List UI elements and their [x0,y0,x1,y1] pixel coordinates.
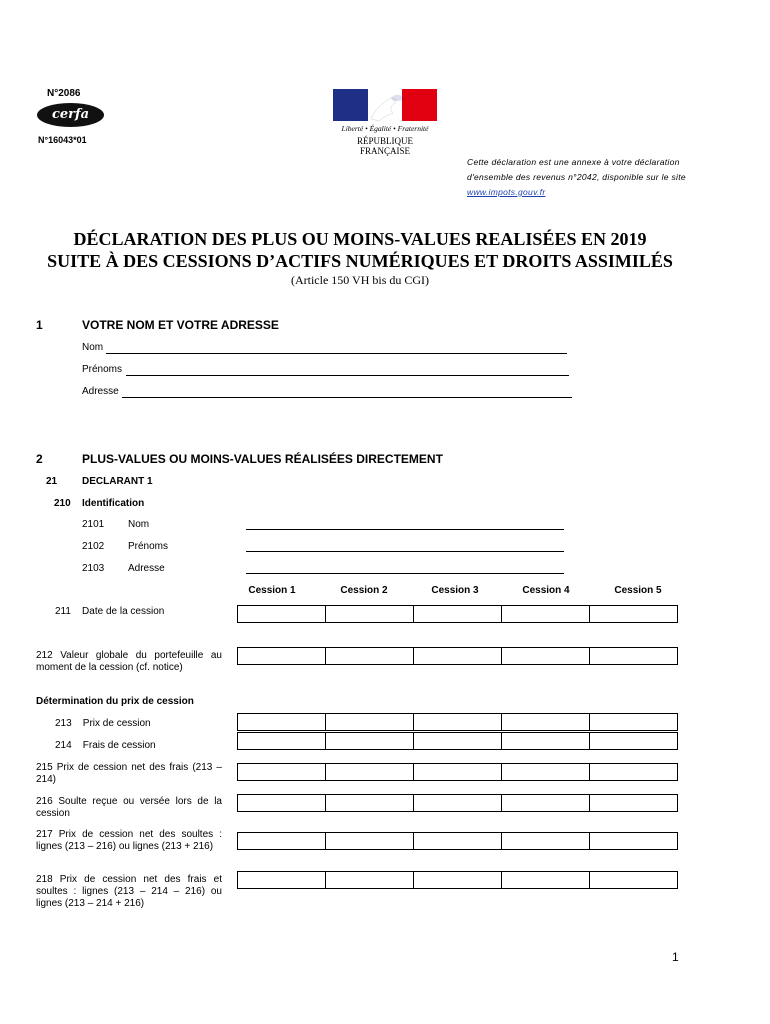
input-218-cession-1[interactable] [238,872,326,888]
input-211-cession-3[interactable] [414,606,502,622]
ident-number: 210 [54,498,71,509]
input-213-cession-3[interactable] [414,714,502,730]
input-212-cession-1[interactable] [238,648,326,664]
input-216-cession-5[interactable] [590,795,677,811]
section1-prenoms-line[interactable] [126,375,569,376]
input-214-cession-5[interactable] [590,733,677,749]
section1-adresse-line[interactable] [122,397,572,398]
republique-francaise-logo [331,89,439,156]
impots-link[interactable]: www.impots.gouv.fr [467,187,546,197]
title-subtitle: (Article 150 VH bis du CGI) [290,273,430,287]
input-218-cession-4[interactable] [502,872,590,888]
field-2101-code: 2101 [82,519,105,530]
section1-adresse-label: Adresse [82,386,119,397]
page-number: 1 [672,950,679,964]
input-218-cession-5[interactable] [590,872,677,888]
row-217-inputs [237,832,678,850]
input-211-cession-4[interactable] [502,606,590,622]
annex-note-line1: Cette déclaration est une annexe à votre déclaration [467,157,680,167]
column-cession-1: Cession 1 [248,585,296,596]
input-216-cession-4[interactable] [502,795,590,811]
row-215-inputs [237,763,678,781]
input-217-cession-3[interactable] [414,833,502,849]
section1-nom-line[interactable] [106,353,567,354]
section2-number: 2 [36,452,43,466]
section1-prenoms-label: Prénoms [82,364,123,375]
field-2103-code: 2103 [82,563,105,574]
input-215-cession-3[interactable] [414,764,502,780]
republic-name: RÉPUBLIQUE FRANÇAISE [357,136,413,156]
field-2101-line[interactable] [246,529,564,530]
column-cession-4: Cession 4 [522,585,570,596]
row-216-inputs [237,794,678,812]
title-line1: DÉCLARATION DES PLUS OU MOINS-VALUES REALISÉES EN 2019 [73,229,647,249]
row-218-label: 218 Prix de cession net des frais et soultes : lignes (213 – 214 – 216) ou lignes (213 – 214 + 216) [36,874,222,909]
field-2102-code: 2102 [82,541,105,552]
input-215-cession-5[interactable] [590,764,677,780]
input-217-cession-4[interactable] [502,833,590,849]
field-2102-label: Prénoms [128,541,169,552]
section1-title: VOTRE NOM ET VOTRE ADRESSE [82,318,279,332]
ident-title: Identification [82,498,145,509]
input-217-cession-2[interactable] [326,833,414,849]
row-211-label: 211 Date de la cession [55,606,165,617]
row-212-label: 212 Valeur globale du portefeuille au moment de la cession (cf. notice) [36,650,222,673]
row-217-label: 217 Prix de cession net des soultes : lignes (213 – 216) ou lignes (213 + 216) [36,829,222,852]
column-cession-2: Cession 2 [340,585,388,596]
input-214-cession-1[interactable] [238,733,326,749]
row-215-label: 215 Prix de cession net des frais (213 – 214) [36,762,222,785]
column-cession-3: Cession 3 [431,585,479,596]
input-212-cession-4[interactable] [502,648,590,664]
sub-number-21: 21 [46,476,58,487]
input-212-cession-2[interactable] [326,648,414,664]
field-2103-line[interactable] [246,573,564,574]
input-217-cession-1[interactable] [238,833,326,849]
input-215-cession-1[interactable] [238,764,326,780]
input-211-cession-1[interactable] [238,606,326,622]
input-214-cession-3[interactable] [414,733,502,749]
input-213-cession-1[interactable] [238,714,326,730]
input-211-cession-2[interactable] [326,606,414,622]
input-216-cession-3[interactable] [414,795,502,811]
row-214-inputs [237,732,678,750]
row-213-label: 213 Prix de cession [55,718,151,729]
sub-title-declarant: DECLARANT 1 [82,476,153,487]
row-211-inputs [237,605,678,623]
input-213-cession-5[interactable] [590,714,677,730]
input-215-cession-2[interactable] [326,764,414,780]
section1-nom-label: Nom [82,342,104,353]
section1-number: 1 [36,318,43,332]
annex-note-line2: d'ensemble des revenus n°2042, disponible sur le site [467,172,686,182]
field-2101-label: Nom [128,519,150,530]
section2-title: PLUS-VALUES OU MOINS-VALUES RÉALISÉES DIRECTEMENT [82,452,443,466]
republic-motto: Liberté • Égalité • Fraternité [341,124,429,133]
field-2102-line[interactable] [246,551,564,552]
input-211-cession-5[interactable] [590,606,677,622]
row-216-label: 216 Soulte reçue ou versée lors de la cession [36,796,222,819]
cerfa-number: N°16043*01 [38,135,87,145]
input-212-cession-5[interactable] [590,648,677,664]
input-213-cession-2[interactable] [326,714,414,730]
input-218-cession-2[interactable] [326,872,414,888]
column-cession-5: Cession 5 [614,585,662,596]
input-215-cession-4[interactable] [502,764,590,780]
annex-note [467,155,707,200]
input-213-cession-4[interactable] [502,714,590,730]
input-214-cession-2[interactable] [326,733,414,749]
row-212-inputs [237,647,678,665]
field-2103-label: Adresse [128,563,165,574]
input-217-cession-5[interactable] [590,833,677,849]
input-212-cession-3[interactable] [414,648,502,664]
input-218-cession-3[interactable] [414,872,502,888]
input-214-cession-4[interactable] [502,733,590,749]
input-216-cession-1[interactable] [238,795,326,811]
row-213-inputs [237,713,678,731]
row-218-inputs [237,871,678,889]
cerfa-logo: cerfa [37,103,104,127]
input-216-cession-2[interactable] [326,795,414,811]
row-214-label: 214 Frais de cession [55,740,156,751]
title-line2: SUITE À DES CESSIONS D’ACTIFS NUMÉRIQUES ET DROITS ASSIMILÉS [47,251,673,271]
form-number: N°2086 [47,88,81,99]
determination-title: Détermination du prix de cession [36,696,194,707]
